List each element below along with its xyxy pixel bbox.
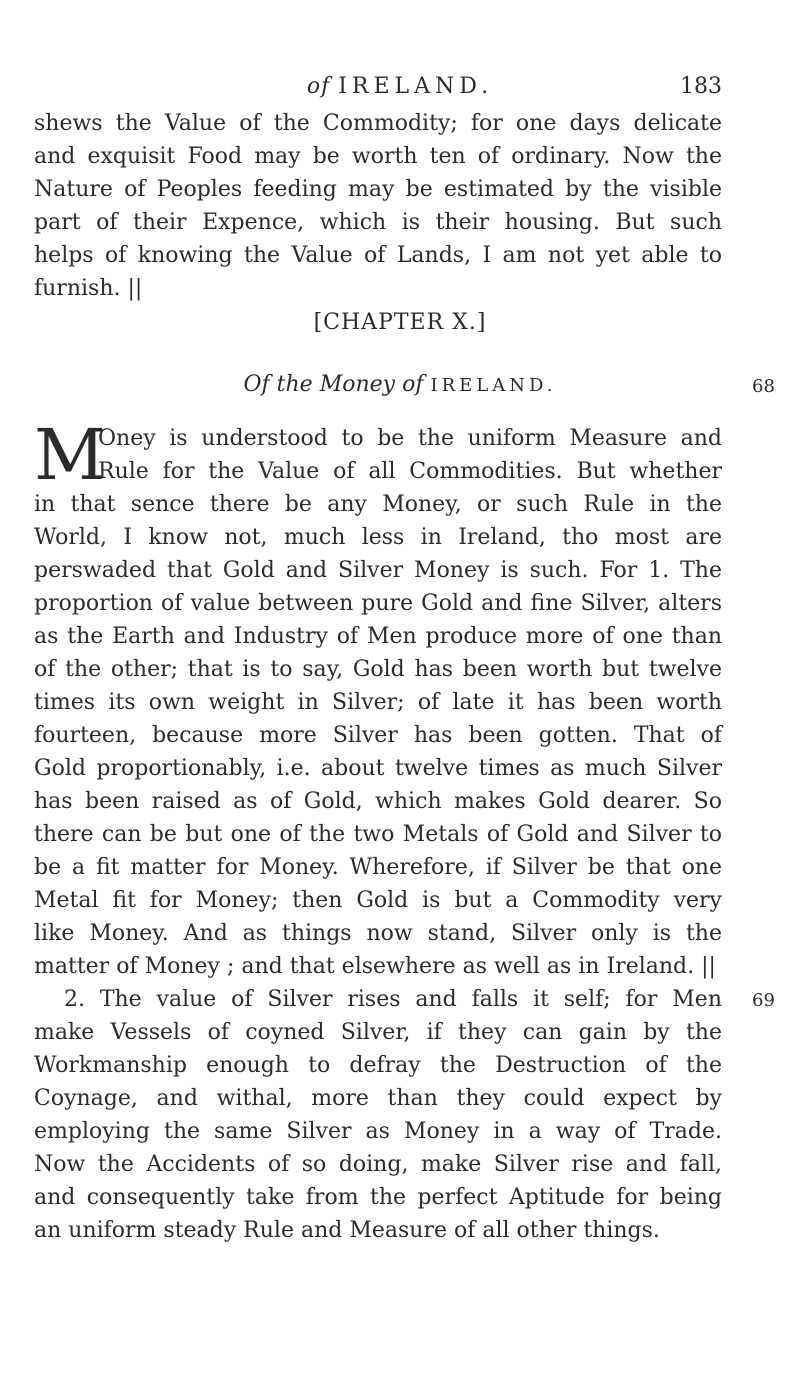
text-line: shews the Value of the Commodity; for one days delicate — [34, 111, 722, 136]
text-line: has been raised as of Gold, which makes Gold dearer. So — [34, 789, 722, 814]
text-line: Metal fit for Money; then Gold is but a Commodity very — [34, 888, 722, 913]
drop-cap: M — [34, 414, 106, 496]
chapter-subtitle — [0, 372, 800, 397]
text-line: World, I know not, much less in Ireland, tho most are — [34, 525, 722, 550]
text-line: of the other; that is to say, Gold has been worth but twelve — [34, 657, 722, 682]
margin-number: 68 — [752, 376, 775, 397]
text-line: perswaded that Gold and Silver Money is such. For 1. The — [34, 558, 722, 583]
text-line: be a fit matter for Money. Wherefore, if Silver be that one — [34, 855, 722, 880]
margin-number: 69 — [752, 990, 775, 1011]
text-line: furnish. || — [34, 276, 143, 301]
text-line: Workmanship enough to defray the Destruction of the — [34, 1053, 722, 1078]
text-line: proportion of value between pure Gold and fine Silver, alters — [34, 591, 722, 616]
text-line: 2. The value of Silver rises and falls it self; for Men — [64, 987, 722, 1012]
text-line: as the Earth and Industry of Men produce more of one than — [34, 624, 722, 649]
subtitle-caps: IRELAND. — [430, 375, 557, 396]
text-line: Nature of Peoples feeding may be estimated by the visible — [34, 177, 722, 202]
text-line: and exquisit Food may be worth ten of ordinary. Now the — [34, 144, 722, 169]
text-line: Oney is understood to be the uniform Measure and — [98, 426, 722, 451]
text-line: Coynage, and withal, more than they could expect by — [34, 1086, 722, 1111]
text-line: fourteen, because more Silver has been gotten. That of — [34, 723, 722, 748]
text-line: times its own weight in Silver; of late it has been worth — [34, 690, 722, 715]
header-prefix: of — [306, 74, 331, 99]
text-line: Rule for the Value of all Commodities. But whether — [98, 459, 722, 484]
text-line: employing the same Silver as Money in a way of Trade. — [34, 1119, 722, 1144]
text-line: Gold proportionably, i.e. about twelve times as much Silver — [34, 756, 722, 781]
text-line: an uniform steady Rule and Measure of all other things. — [34, 1218, 660, 1243]
text-line: in that sence there be any Money, or such Rule in the — [34, 492, 722, 517]
text-line: matter of Money ; and that elsewhere as well as in Ireland. || — [34, 954, 716, 979]
text-line: make Vessels of coyned Silver, if they can gain by the — [34, 1020, 722, 1045]
text-line: Now the Accidents of so doing, make Silver rise and fall, — [34, 1152, 722, 1177]
text-line: helps of knowing the Value of Lands, I am not yet able to — [34, 243, 722, 268]
chapter-heading: [CHAPTER X.] — [313, 310, 487, 335]
text-line: there can be but one of the two Metals of Gold and Silver to — [34, 822, 722, 847]
subtitle-italic: Of the Money of — [243, 372, 424, 397]
text-line: and consequently take from the perfect Aptitude for being — [34, 1185, 722, 1210]
header-title: IRELAND. — [338, 74, 494, 99]
page-number: 183 — [680, 74, 722, 99]
text-line: part of their Expence, which is their housing. But such — [34, 210, 722, 235]
text-line: like Money. And as things now stand, Silver only is the — [34, 921, 722, 946]
